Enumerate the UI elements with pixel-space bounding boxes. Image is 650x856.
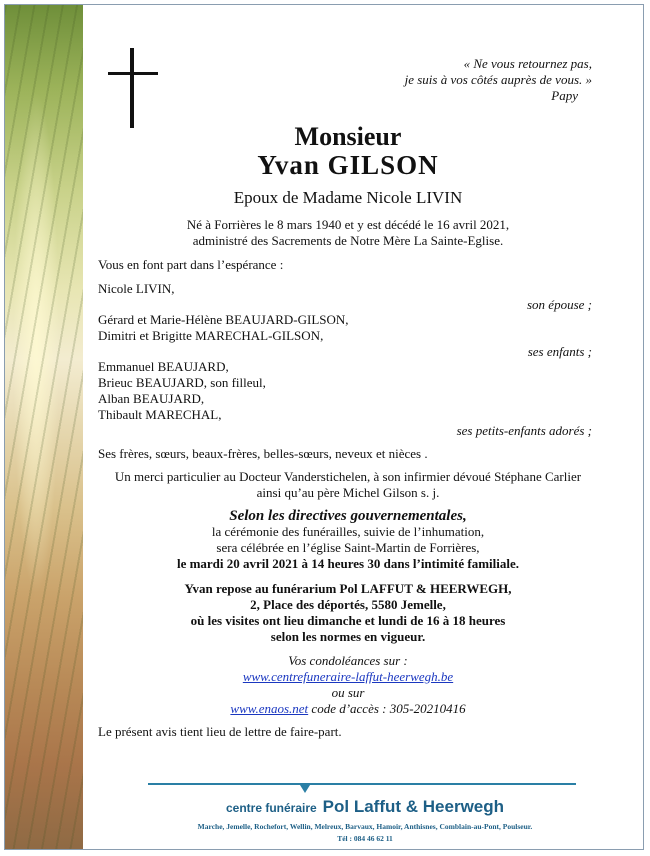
funerarium-block [98, 581, 598, 645]
spouse-role: son épouse ; [527, 297, 592, 312]
quote-line: je suis à vos côtés auprès de vous. » [404, 72, 592, 87]
grandchildren-role: ses petits-enfants adorés ; [456, 423, 592, 438]
born-line: Né à Forrières le 8 mars 1940 et y est décédé le 16 avril 2021, [186, 217, 510, 232]
thanks-line: ainsi qu’au père Michel Gilson s. j. [256, 485, 440, 500]
closing-line: Le présent avis tient lieu de lettre de faire-part. [98, 724, 342, 739]
ceremony-block [98, 508, 598, 572]
ceremony-heading: Selon les directives gouvernementales, [229, 508, 467, 524]
quote-signature: Papy [551, 88, 578, 103]
list-item: Dimitri et Brigitte MARECHAL-GILSON, [98, 328, 324, 343]
condolences-label: Vos condoléances sur : [288, 653, 408, 668]
children-list [98, 312, 349, 344]
address-line: 2, Place des déportés, 5580 Jemelle, [250, 597, 446, 612]
cross-icon [108, 48, 158, 128]
extended-family-line: Ses frères, sœurs, beaux-frères, belles-sœurs, neveux et nièces . [98, 446, 428, 461]
funeral-home-link[interactable]: www.centrefuneraire-laffut-heerwegh.be [242, 669, 454, 684]
thanks-line: Un merci particulier au Docteur Vanderstichelen, à son infirmier dévoué Stéphane Carlier [114, 469, 582, 484]
sacraments-line: administré des Sacrements de Notre Mère La Sainte-Eglise. [192, 233, 504, 248]
condolences-block [98, 653, 598, 717]
list-item: Thibault MARECHAL, [98, 407, 222, 422]
triangle-icon [300, 785, 310, 793]
deceased-name: Yvan GILSON [257, 150, 439, 180]
ceremony-line: la cérémonie des funérailles, suivie de l’inhumation, [211, 524, 485, 539]
footer-phone: Tél : 084 46 62 11 [337, 834, 393, 843]
forest-photo-strip [5, 5, 83, 849]
quote-line: « Ne vous retournez pas, [463, 56, 592, 71]
spouse-line: Epoux de Madame Nicole LIVIN [233, 188, 463, 207]
norms-line: selon les normes en vigueur. [270, 629, 426, 644]
footer-towns: Marche, Jemelle, Rochefort, Wellin, Melreux, Barvaux, Hamoir, Anthisnes, Comblain-au-Pont, Poulseur. [197, 822, 533, 831]
logo-small-text: centre funéraire [225, 801, 317, 815]
list-item: Emmanuel BEAUJARD, [98, 359, 229, 374]
thanks-block [98, 469, 598, 501]
list-item: Gérard et Marie-Hélène BEAUJARD-GILSON, [98, 312, 349, 327]
footer-divider [148, 783, 576, 785]
list-item: Brieuc BEAUJARD, son filleul, [98, 375, 266, 390]
list-item: Alban BEAUJARD, [98, 391, 205, 406]
funeral-home-logo [150, 797, 580, 817]
spouse-name: Nicole LIVIN, [98, 281, 175, 296]
logo-name: Pol Laffut & Heerwegh [322, 797, 505, 816]
honorific: Monsieur [294, 122, 402, 151]
intro-line: Vous en font part dans l’espérance : [98, 257, 284, 272]
enaos-link[interactable]: www.enaos.net [230, 701, 309, 716]
children-role: ses enfants ; [527, 344, 592, 359]
ceremony-date: le mardi 20 avril 2021 à 14 heures 30 dans l’intimité familiale. [176, 556, 520, 571]
ceremony-line: sera célébrée en l’église Saint-Martin de Forrières, [216, 540, 480, 555]
or-label: ou sur [331, 685, 365, 700]
epigraph-quote [332, 56, 592, 104]
funerarium-line: Yvan repose au funérarium Pol LAFFUT & HEERWEGH, [184, 581, 512, 596]
birth-death-info [98, 217, 598, 249]
access-code: code d’accès : 305-20210416 [308, 701, 466, 716]
grandchildren-list [98, 359, 266, 423]
visits-line: où les visites ont lieu dimanche et lundi de 16 à 18 heures [190, 613, 506, 628]
